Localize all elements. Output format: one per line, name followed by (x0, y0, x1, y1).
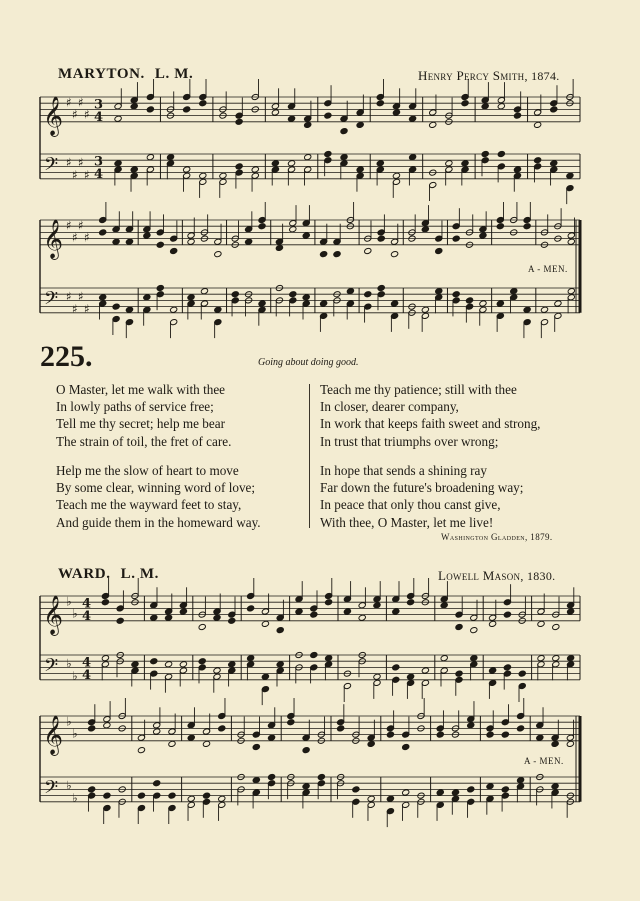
note-head (112, 238, 120, 245)
note-head (452, 291, 460, 298)
note-head (518, 670, 526, 677)
note-head (150, 658, 158, 665)
flat-icon: ♭ (66, 656, 72, 671)
column-divider (309, 384, 310, 528)
note-head (503, 611, 511, 618)
verse-line: In peace that only thou canst give, (320, 497, 501, 513)
verse-line: By some clear, winning word of love; (56, 480, 256, 496)
note-head (214, 306, 222, 313)
note-head (187, 734, 195, 741)
note-head (367, 795, 375, 802)
note-head (304, 121, 312, 128)
bass-clef-icon: 𝄢 (44, 655, 59, 681)
note-head (540, 306, 548, 313)
note-head (566, 740, 574, 747)
note-head (150, 614, 158, 621)
note-head (479, 300, 487, 307)
note-head (455, 623, 463, 630)
note-head (489, 667, 497, 674)
note-head (402, 789, 410, 796)
treble-clef-icon: 𝄞 (43, 95, 64, 136)
note-head (137, 792, 145, 799)
note-head (435, 247, 443, 254)
note-head (534, 121, 542, 128)
note-head (235, 118, 243, 125)
note-head (343, 608, 351, 615)
composer-year: 1874. (531, 69, 560, 83)
verse-line: Far down the future's broadening way; (320, 480, 524, 496)
note-head (261, 620, 269, 627)
note-head (183, 166, 191, 173)
note-head (358, 614, 366, 621)
note-head (377, 284, 385, 291)
note-head (114, 160, 122, 167)
note-head (198, 623, 206, 630)
note-head (218, 795, 226, 802)
note-head (202, 740, 210, 747)
treble-clef-icon: 𝄞 (43, 594, 64, 635)
note-head (231, 291, 239, 298)
sharp-icon: ♯ (72, 107, 78, 122)
time-signature-bottom: 4 (94, 109, 104, 125)
note-head (320, 300, 328, 307)
note-head (356, 166, 364, 173)
composer-name: Henry Percy Smith (418, 68, 525, 83)
note-head (101, 599, 109, 606)
note-head (295, 608, 303, 615)
note-head (153, 780, 161, 787)
composer-year: 1830. (526, 569, 556, 583)
note-head (170, 247, 178, 254)
note-head (496, 223, 504, 230)
note-head (551, 740, 559, 747)
time-signature-top: 3 (94, 154, 104, 170)
note-head (168, 740, 176, 747)
note-head (461, 100, 469, 107)
note-head (523, 223, 531, 230)
sharp-icon: ♯ (72, 167, 78, 182)
bass-clef-icon: 𝄢 (44, 777, 59, 803)
note-head (103, 722, 111, 729)
hymn-subtitle: Going about doing good. (258, 357, 359, 368)
verse-line: Tell me thy secret; help me bear (56, 416, 225, 432)
note-head (304, 154, 312, 161)
note-head (373, 673, 381, 680)
note-head (245, 238, 253, 245)
note-head (513, 112, 521, 119)
note-head (218, 725, 226, 732)
note-head (302, 783, 310, 790)
note-head (183, 106, 191, 113)
note-head (268, 773, 276, 780)
note-head (103, 792, 111, 799)
sharp-icon: ♯ (72, 301, 78, 316)
note-head (501, 731, 509, 738)
sharp-icon: ♯ (84, 301, 90, 316)
note-head (247, 655, 255, 662)
note-head (325, 655, 333, 662)
note-head (268, 734, 276, 741)
note-head (252, 743, 260, 750)
note-head (429, 121, 437, 128)
sharp-icon: ♯ (66, 218, 72, 233)
note-head (470, 627, 478, 634)
note-head (467, 722, 475, 729)
composer-name: Lowell Mason (438, 568, 521, 583)
note-head (537, 620, 545, 627)
note-head (116, 617, 124, 624)
note-head (550, 160, 558, 167)
time-signature-top: 4 (82, 655, 92, 671)
time-signature-top: 4 (82, 596, 92, 612)
note-head (247, 605, 255, 612)
note-head (346, 288, 354, 295)
flat-icon: ♭ (72, 726, 78, 741)
note-head (496, 300, 504, 307)
note-head (310, 611, 318, 618)
stanza-3 (320, 381, 540, 450)
note-head (317, 773, 325, 780)
sharp-icon: ♯ (84, 167, 90, 182)
note-head (302, 747, 310, 754)
sharp-icon: ♯ (66, 95, 72, 110)
note-head (550, 106, 558, 113)
note-head (440, 655, 448, 662)
note-head (276, 661, 284, 668)
note-head (324, 150, 332, 157)
note-head (421, 226, 429, 233)
note-head (435, 288, 443, 295)
tune-meter: L. M. (120, 566, 160, 582)
note-head (131, 661, 139, 668)
note-head (170, 306, 178, 313)
note-head (258, 300, 266, 307)
note-head (88, 725, 96, 732)
stanza-1 (56, 381, 231, 450)
note-head (567, 288, 575, 295)
note-head (445, 160, 453, 167)
note-head (165, 614, 173, 621)
note-head (310, 651, 318, 658)
note-head (271, 160, 279, 167)
note-head (567, 238, 575, 245)
amen-label-maryton: A - MEN. (528, 264, 568, 274)
bass-clef-icon: 𝄢 (44, 288, 59, 314)
treble-clef-icon: 𝄞 (43, 218, 64, 259)
note-head (114, 115, 122, 122)
note-head (258, 223, 266, 230)
note-head (497, 150, 505, 157)
note-head (165, 661, 173, 668)
verse-line: Teach me thy patience; still with thee (320, 382, 517, 397)
note-head (187, 795, 195, 802)
note-head (479, 232, 487, 239)
note-head (470, 655, 478, 662)
note-head (421, 306, 429, 313)
note-head (271, 109, 279, 116)
note-head (213, 667, 221, 674)
note-head (552, 655, 560, 662)
note-head (276, 627, 284, 634)
note-head (143, 232, 151, 239)
note-head (200, 288, 208, 295)
note-head (461, 160, 469, 167)
sharp-icon: ♯ (78, 155, 84, 170)
note-head (436, 731, 444, 738)
note-head (130, 166, 138, 173)
note-head (364, 247, 372, 254)
note-head (146, 154, 154, 161)
note-head (228, 661, 236, 668)
note-head (402, 743, 410, 750)
note-head (325, 599, 333, 606)
verse-line: Help me the slow of heart to move (56, 463, 239, 478)
verse-line: And guide them in the homeward way. (56, 514, 261, 530)
note-head (552, 623, 560, 630)
flat-icon: ♭ (72, 668, 78, 683)
time-signature-bottom: 4 (94, 166, 104, 182)
note-head (376, 100, 384, 107)
note-head (288, 160, 296, 167)
note-head (510, 288, 518, 295)
verse-line: Teach me the wayward feet to stay, (56, 497, 242, 513)
note-head (392, 664, 400, 671)
note-head (367, 740, 375, 747)
note-head (534, 157, 542, 164)
sharp-icon: ♯ (78, 95, 84, 110)
flat-icon: ♭ (72, 790, 78, 805)
note-head (289, 291, 297, 298)
note-head (88, 786, 96, 793)
note-head (373, 602, 381, 609)
verse-line: In lowly paths of service free; (56, 399, 214, 415)
note-head (337, 725, 345, 732)
note-head (407, 599, 415, 606)
note-head (391, 251, 399, 258)
note-head (261, 673, 269, 680)
note-head (340, 154, 348, 161)
verse-line: With thee, O Master, let me live! (320, 514, 494, 530)
tune-title-ward (58, 566, 159, 583)
note-head (451, 789, 459, 796)
verse-line: In hope that sends a shining ray (320, 463, 488, 478)
note-head (214, 251, 222, 258)
note-head (391, 300, 399, 307)
note-head (501, 786, 509, 793)
bass-clef-icon: 𝄢 (44, 154, 59, 180)
note-head (179, 608, 187, 615)
note-head (125, 306, 133, 313)
note-head (198, 658, 206, 665)
note-head (156, 284, 164, 291)
note-head (199, 172, 207, 179)
flat-icon: ♭ (72, 606, 78, 621)
note-head (440, 602, 448, 609)
note-head (421, 667, 429, 674)
note-head (409, 154, 417, 161)
time-signature-bottom: 4 (82, 608, 92, 624)
note-head (235, 163, 243, 170)
note-head (289, 226, 297, 233)
sharp-icon: ♯ (66, 155, 72, 170)
note-head (364, 291, 372, 298)
note-head (340, 128, 348, 135)
hymn-author: Washington Gladden, 1879. (441, 532, 553, 542)
note-head (333, 251, 341, 258)
note-head (99, 294, 107, 301)
note-head (324, 112, 332, 119)
note-head (288, 115, 296, 122)
sharp-icon: ♯ (78, 289, 84, 304)
note-head (302, 232, 310, 239)
note-head (199, 100, 207, 107)
hymn-number: 225. (40, 340, 93, 373)
note-head (554, 300, 562, 307)
note-head (213, 614, 221, 621)
note-head (179, 661, 187, 668)
note-head (517, 777, 525, 784)
note-head (251, 166, 259, 173)
note-head (202, 792, 210, 799)
note-head (567, 655, 575, 662)
verse-line: In work that keeps faith sweet and strong, (320, 416, 541, 432)
note-head (228, 617, 236, 624)
note-head (252, 777, 260, 784)
stanza-4 (320, 462, 523, 531)
note-head (153, 728, 161, 735)
note-head (537, 655, 545, 662)
note-head (99, 229, 107, 236)
note-head (536, 734, 544, 741)
note-head (452, 235, 460, 242)
note-head (275, 244, 283, 251)
note-head (551, 783, 559, 790)
note-head (481, 150, 489, 157)
note-head (517, 725, 525, 732)
flat-icon: ♭ (66, 594, 72, 609)
time-signature-top: 3 (94, 97, 104, 113)
note-head (392, 109, 400, 116)
tune-name: WARD. (58, 566, 111, 582)
sharp-icon: ♯ (66, 289, 72, 304)
note-head (377, 235, 385, 242)
note-head (392, 172, 400, 179)
treble-clef-icon: 𝄞 (43, 714, 64, 755)
note-head (567, 608, 575, 615)
verse-line: In closer, dearer company, (320, 399, 459, 415)
flat-icon: ♭ (66, 714, 72, 729)
tune-name: MARYTON. (58, 66, 145, 82)
sharp-icon: ♯ (84, 230, 90, 245)
note-head (481, 103, 489, 110)
note-head (407, 673, 415, 680)
note-head (486, 783, 494, 790)
note-head (486, 731, 494, 738)
note-head (409, 115, 417, 122)
note-head (125, 238, 133, 245)
sharp-icon: ♯ (78, 218, 84, 233)
verse-line: The strain of toil, the fret of care. (56, 433, 232, 449)
note-head (523, 306, 531, 313)
note-head (436, 789, 444, 796)
composer-ward: Lowell Mason, 1830. (438, 568, 556, 583)
note-head (287, 719, 295, 726)
note-head (320, 251, 328, 258)
note-head (566, 172, 574, 179)
note-head (455, 670, 463, 677)
sharp-icon: ♯ (72, 230, 78, 245)
note-head (497, 103, 505, 110)
note-head (137, 747, 145, 754)
tune-meter: L. M. (154, 66, 194, 82)
note-head (146, 106, 154, 113)
note-head (465, 297, 473, 304)
note-head (187, 238, 195, 245)
composer-maryton: Henry Percy Smith, 1874. (418, 68, 560, 83)
note-head (467, 786, 475, 793)
note-head (143, 294, 151, 301)
note-head (166, 154, 174, 161)
note-head (302, 294, 310, 301)
note-head (352, 786, 360, 793)
note-head (156, 241, 164, 248)
note-head (219, 172, 227, 179)
note-head (386, 795, 394, 802)
verse-line: O Master, let me walk with thee (56, 382, 226, 397)
sharp-icon: ♯ (84, 107, 90, 122)
note-head (130, 103, 138, 110)
note-head (489, 620, 497, 627)
amen-label-ward: A - MEN. (524, 756, 564, 766)
note-head (356, 121, 364, 128)
time-signature-bottom: 4 (82, 667, 92, 683)
note-head (392, 608, 400, 615)
note-head (187, 294, 195, 301)
note-head (376, 160, 384, 167)
note-head (513, 166, 521, 173)
note-head (168, 792, 176, 799)
flat-icon: ♭ (66, 778, 72, 793)
note-head (112, 303, 120, 310)
stanza-2 (56, 462, 261, 531)
note-head (503, 664, 511, 671)
note-head (101, 655, 109, 662)
verse-line: In trust that triumphs over wrong; (320, 433, 499, 449)
note-head (386, 731, 394, 738)
